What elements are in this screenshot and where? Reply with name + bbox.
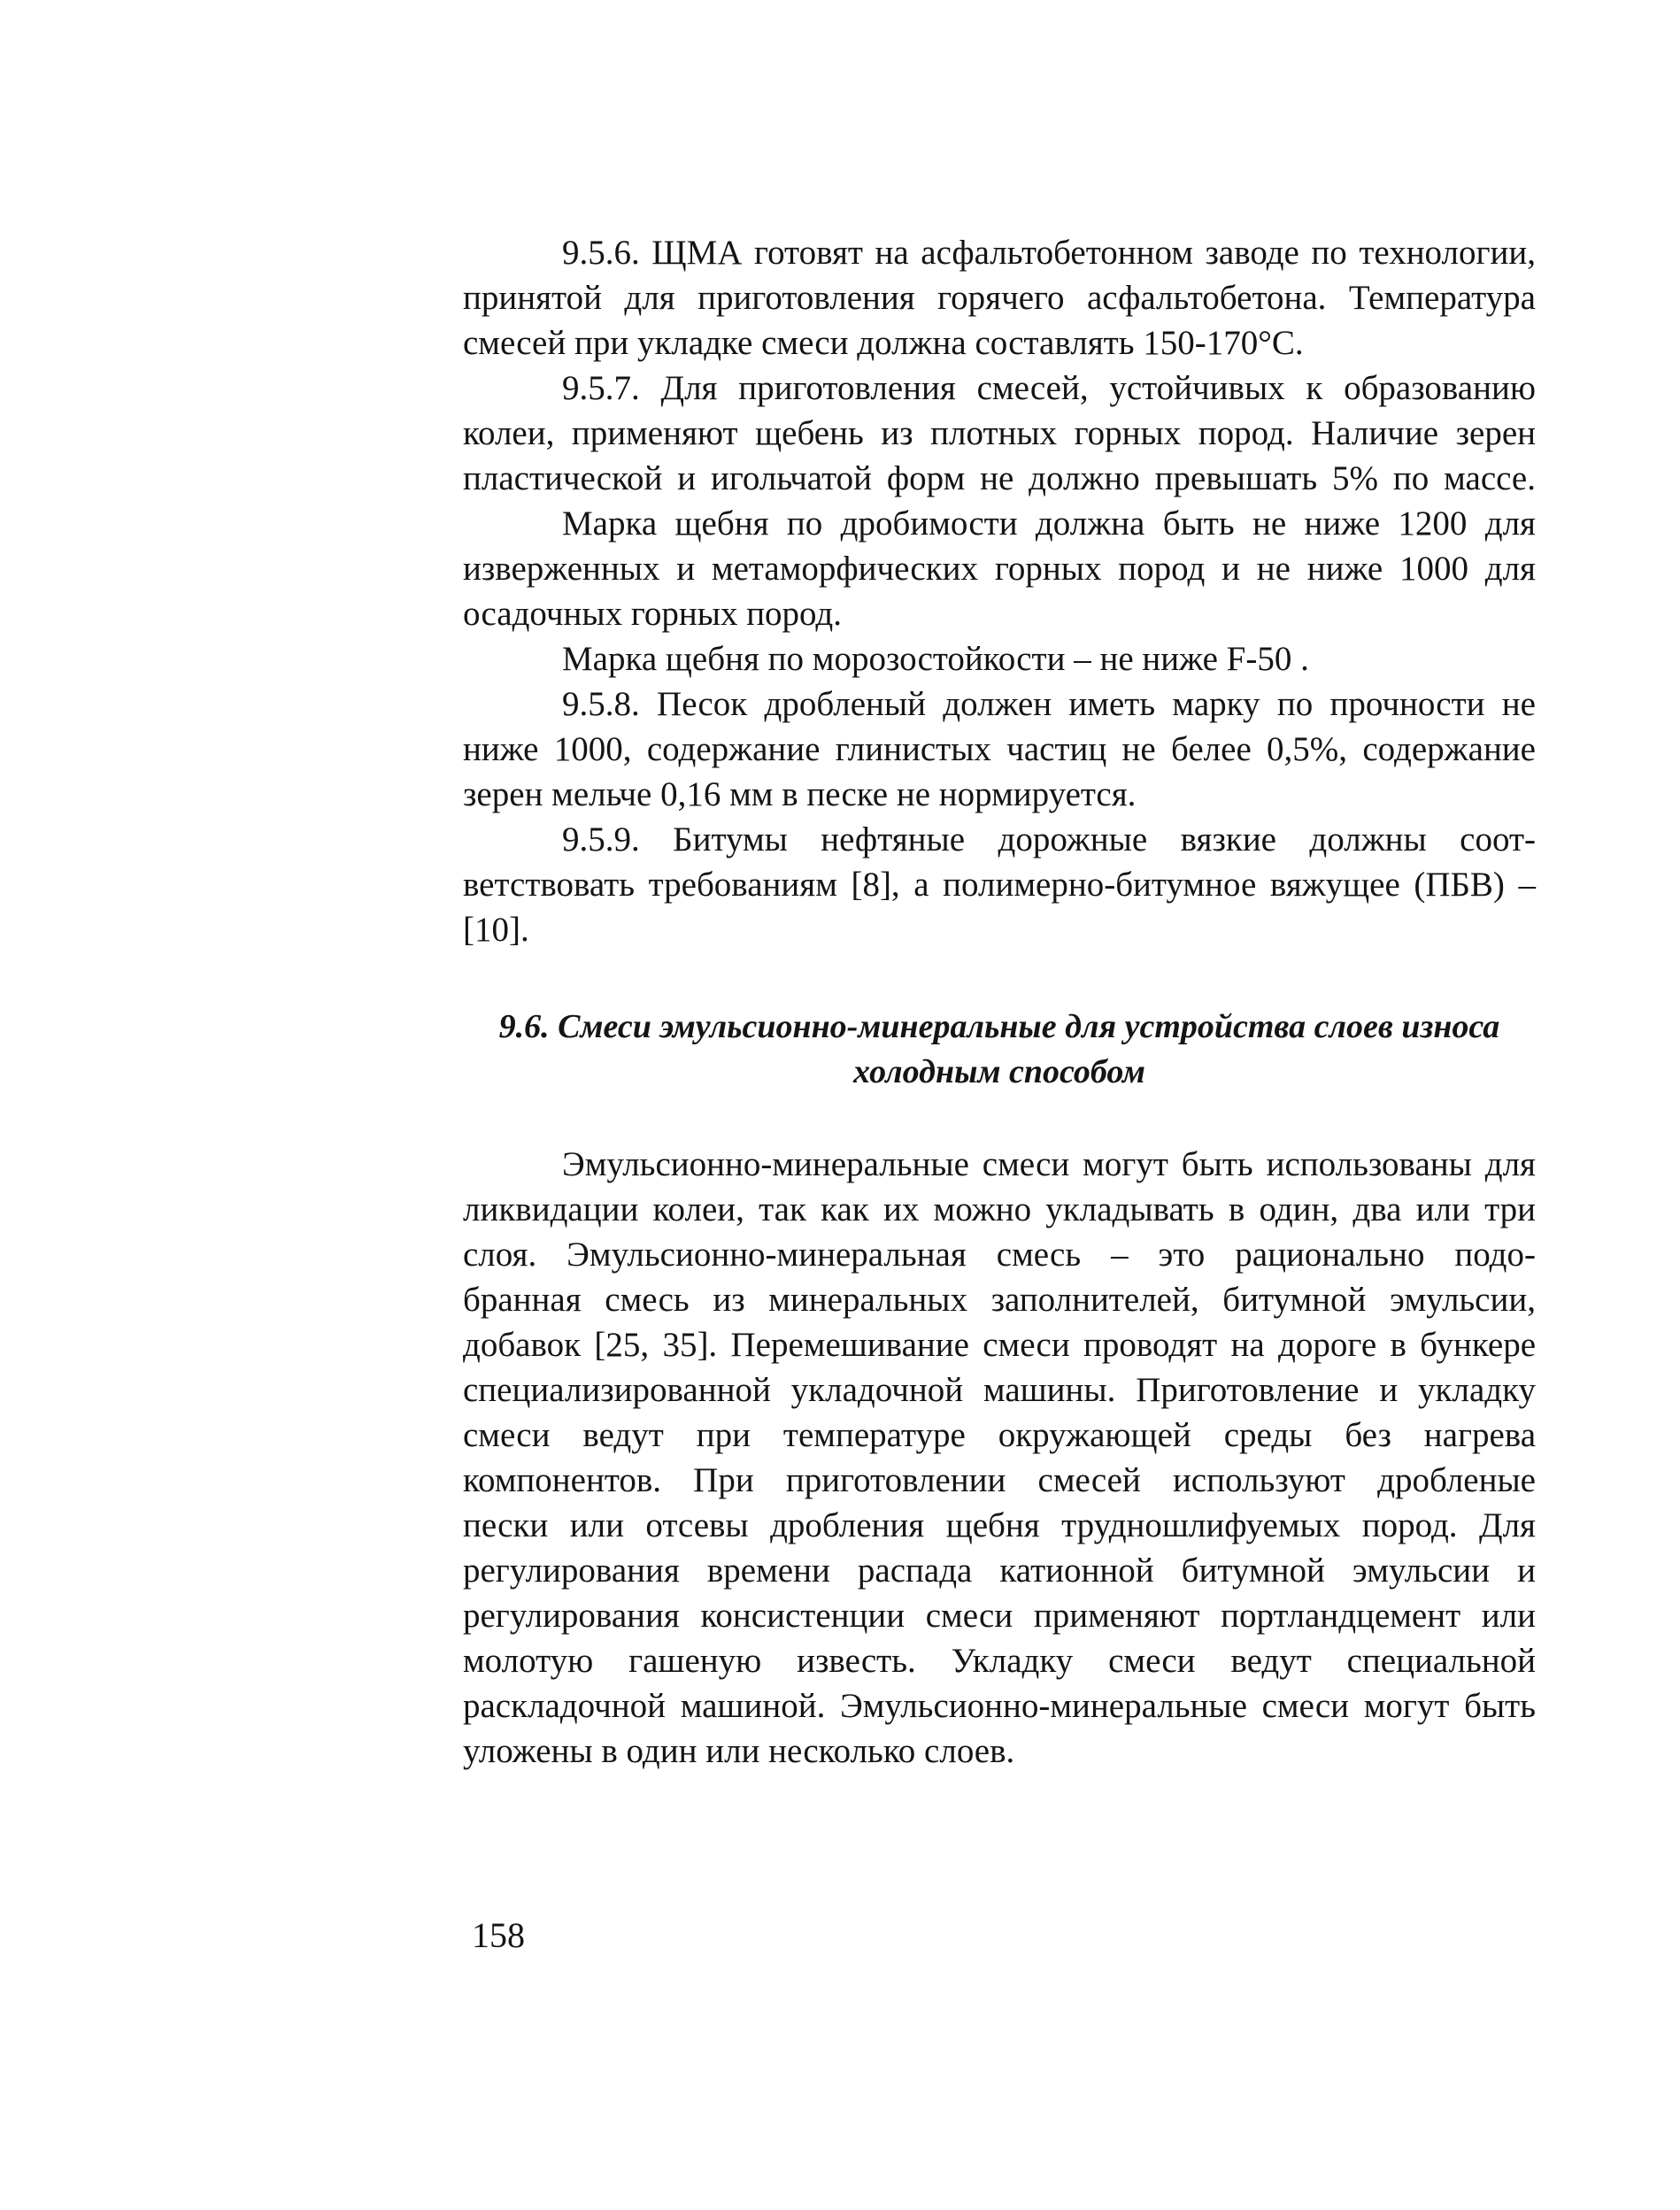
- text-line: [10].: [463, 911, 529, 949]
- text-line: раскладочной машиной. Эмульсионно-минеральные смеси могут быть: [463, 1687, 1536, 1725]
- text-line: регулирования времени распада катионной битумной эмульсии и: [463, 1552, 1536, 1590]
- text-line: пески или отсевы дробления щебня трудношлифуемых пород. Для: [463, 1506, 1536, 1544]
- text-line: 9.5.7. Для приготовления смесей, устойчивых к образованию: [562, 369, 1536, 407]
- text-line: слоя. Эмульсионно-минеральная смесь – это рационально подо-: [463, 1236, 1536, 1274]
- text-line: Эмульсионно-минеральные смеси могут быть использованы для: [562, 1145, 1536, 1183]
- text-line: Марка щебня по дробимости должна быть не ниже 1200 для: [562, 504, 1536, 543]
- text-line: ниже 1000, содержание глинистых частиц не белее 0,5%, содержание: [463, 730, 1536, 768]
- text-block-top: [463, 230, 1536, 952]
- text-line: ликвидации колеи, так как их можно укладывать в один, два или три: [463, 1190, 1536, 1228]
- text-line: 9.5.6. ЩМА готовят на асфальтобетонном заводе по технологии,: [562, 234, 1536, 272]
- text-line: Марка щебня по морозостойкости – не ниже F-50 .: [562, 640, 1309, 678]
- text-line: ветствовать требованиям [8], а полимерно-битумное вяжущее (ПБВ) –: [463, 866, 1536, 904]
- text-line: регулирования консистенции смеси применяют портландцемент или: [463, 1597, 1536, 1635]
- text-line: уложены в один или несколько слоев.: [463, 1732, 1015, 1770]
- text-line: осадочных горных пород.: [463, 595, 843, 633]
- text-line: молотую гашеную известь. Укладку смеси ведут специальной: [463, 1642, 1536, 1680]
- text-line: принятой для приготовления горячего асфальтобетона. Температура: [463, 279, 1536, 317]
- text-line: изверженных и метаморфических горных пород и не ниже 1000 для: [463, 550, 1536, 588]
- text-line: добавок [25, 35]. Перемешивание смеси проводят на дороге в бункере: [463, 1326, 1536, 1364]
- text-line: бранная смесь из минеральных заполнителей, битумной эмульсии,: [463, 1281, 1536, 1319]
- text-line: пластической и игольчатой форм не должно превышать 5% по массе.: [463, 459, 1536, 497]
- text-line: специализированной укладочной машины. Приготовление и укладку: [463, 1371, 1536, 1409]
- section-heading: [463, 1005, 1536, 1095]
- text-line: 9.5.8. Песок дробленый должен иметь марку по прочности не: [562, 685, 1536, 723]
- text-line: компонентов. При приготовлении смесей используют дробленые: [463, 1461, 1536, 1499]
- text-line: смеси ведут при температуре окружающей среды без нагрева: [463, 1416, 1536, 1454]
- text-line: зерен мельче 0,16 мм в песке не нормируется.: [463, 775, 1137, 813]
- text-line: смесей при укладке смеси должна составлять 150-170°С.: [463, 324, 1304, 362]
- text-block-bottom: [463, 1142, 1536, 1774]
- text-line: колеи, применяют щебень из плотных горных пород. Наличие зерен: [463, 414, 1536, 452]
- page-number: 158: [472, 1915, 525, 1955]
- text-line: 9.5.9. Битумы нефтяные дорожные вязкие должны соот-: [562, 820, 1536, 859]
- section-heading-line: холодным способом: [853, 1053, 1145, 1090]
- section-heading-line: 9.6. Смеси эмульсионно-минеральные для устройства слоев износа: [498, 1008, 1500, 1045]
